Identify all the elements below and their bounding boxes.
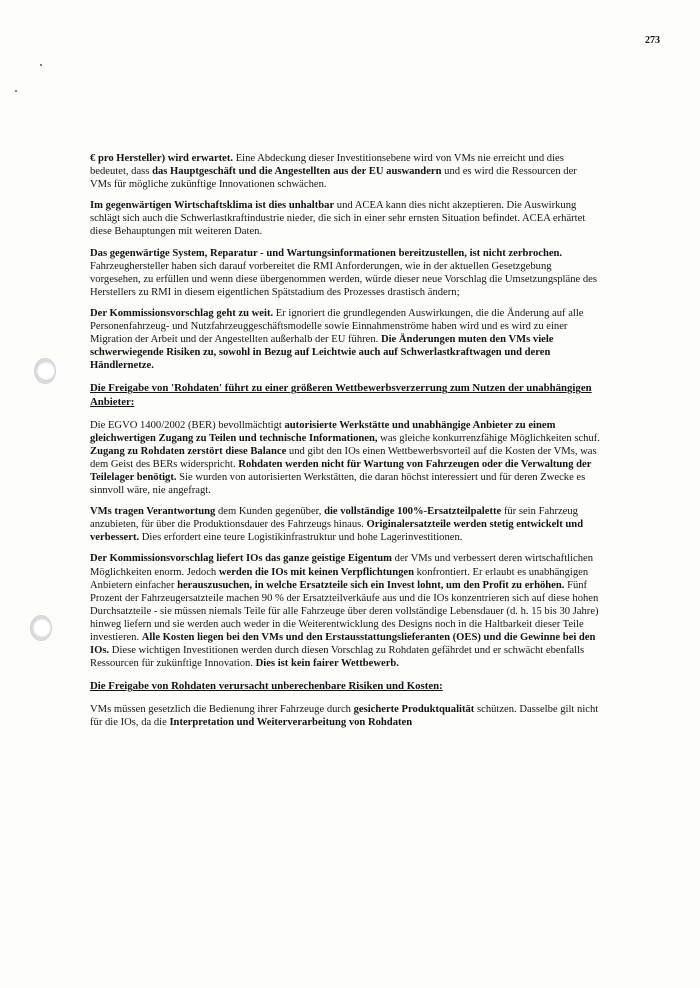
paragraph	[90, 419, 600, 498]
text-run: Sie wurden von autorisierten Werkstätten, die daran höchst interessiert und für deren Zwecke es sinnvoll wäre, nie angefragt.	[90, 471, 586, 497]
text-run: und ACEA kann dies nicht akzeptieren. Die Auswirkung schlägt sich auch die Schwerlastkraftindustrie nieder, die sich in einer sehr ernsten Situation befindet. ACEA erhärtet diese Behauptungen mit weiteren Daten.	[90, 200, 586, 238]
paragraph	[90, 199, 600, 238]
bold-text-run: Die Änderungen muten den VMs viele schwerwiegende Risiken zu, sowohl in Bezug auf Leichtwie auch auf Schwerlastkraftwagen und deren Händlernetze.	[90, 334, 554, 372]
paragraph	[90, 552, 600, 670]
paragraph	[90, 703, 600, 729]
text-run: Eine Abdeckung dieser Investitionsebene wird von VMs nie erreicht und dies bedeutet, dass	[90, 153, 564, 178]
section-heading: Die Freigabe von Rohdaten verursacht unberechenbare Risiken und Kosten:	[90, 680, 443, 693]
paragraph	[90, 307, 600, 372]
bold-text-run: die vollständige 100%-Ersatzteilpalette	[324, 506, 502, 518]
bold-text-run: Interpretation und Weiterverarbeitung von Rohdaten	[169, 717, 413, 729]
punch-hole-mark	[34, 358, 56, 384]
section-heading: Die Freigabe von 'Rohdaten' führt zu einer größeren Wettbewerbsverzerrung zum Nutzen der unabhängigen Anbieter:	[90, 382, 592, 408]
text-run: Die EGVO 1400/2002 (BER) bevollmächtigt	[90, 419, 285, 431]
page-number: 273	[645, 35, 660, 46]
bold-text-run: Rohdaten werden nicht für Wartung von Fahrzeugen oder die Verwaltung der Teilelager benötigt.	[90, 458, 592, 483]
bold-text-run: € pro Hersteller) wird erwartet.	[90, 153, 234, 164]
punch-hole-mark	[30, 615, 52, 641]
text-run: VMs müssen gesetzlich die Bedienung ihrer Fahrzeuge durch	[90, 704, 354, 716]
text-run: dem Kunden gegenüber,	[215, 506, 325, 518]
bold-text-run: Im gegenwärtigen Wirtschaftsklima ist dies unhaltbar	[90, 200, 335, 212]
scan-speck	[40, 64, 42, 66]
bold-text-run: herauszusuchen, in welche Ersatzteile sich ein Invest lohnt, um den Profit zu erhöhen.	[177, 579, 565, 591]
bold-text-run: das Hauptgeschäft und die Angestellten aus der EU auswandern	[152, 166, 442, 178]
text-run: und es wird die Ressourcen der VMs für mögliche zukünftige Innovationen schwächen.	[90, 166, 577, 191]
bold-text-run: gesicherte Produktqualität	[353, 704, 475, 716]
text-run: Diese wichtigen Investitionen werden durch diesen Vorschlag zu Rohdaten gefährdet und er schwächt ebenfalls Ressourcen für zukünftige Innovation.	[90, 645, 585, 670]
text-run: Er ignoriert die grundlegenden Auswirkungen, die die Änderung auf alle Personenfahrzeug- und Nutzfahrzeuggeschäftsmodelle sowie Einnahmenströme haben wird und es wird zu einer Migration der Arbeit und der Angestellten außerhalb der EU führen.	[90, 307, 584, 346]
bold-text-run: werden die IOs mit keinen Verpflichtungen	[218, 566, 414, 578]
text-run: Fünf Prozent der Fahrzeugersatzteile machen 90 % der Ersatzteilverkäufe aus und die IOs konzentrieren sich auf diese hohen Durchsatzteile - sie müssen niemals Teile für alle Fahrzeuge über deren vollständige Lebensdauer (d. h. 15 bis 30 Jahre) hinweg liefern und sie werden auch weder in die Weiterentwicklung des Designs noch in die Haltbarkeit dieser Teile investieren.	[90, 579, 599, 643]
bold-text-run: Das gegenwärtige System, Reparatur - und Wartungsinformationen bereitzustellen, ist nicht zerbrochen.	[90, 247, 563, 259]
text-run: schützen. Dasselbe gilt nicht für die IOs, da die	[90, 704, 599, 729]
bold-text-run: Der Kommissionsvorschlag liefert IOs das ganze geistige Eigentum	[90, 553, 392, 565]
text-run: Dies erfordert eine teure Logistikinfrastruktur und hohe Lagerinvestitionen.	[139, 532, 463, 544]
document-body	[90, 152, 600, 738]
bold-text-run: Dies ist kein fairer Wettbewerb.	[255, 658, 399, 670]
bold-text-run: VMs tragen Verantwortung	[90, 506, 216, 518]
paragraph	[90, 247, 600, 299]
paragraph	[90, 152, 600, 191]
text-run: für sein Fahrzeug anzubieten, für über die Produktionsdauer des Fahrzeugs hinaus.	[90, 506, 578, 531]
text-run: und gibt den IOs einen Wettbewerbsvorteil auf die Kosten der VMs, was dem Geist des BERs widerspricht.	[90, 445, 597, 470]
scan-speck	[15, 90, 17, 92]
bold-text-run: autorisierte Werkstätte und unabhängige Anbieter zu einem gleichwertigen Zugang zu Teilen und technische Informationen,	[90, 419, 556, 444]
bold-text-run: Originalersatzteile werden stetig entwickelt und verbessert.	[90, 519, 584, 544]
text-run: konfrontiert. Er erlaubt es unabhängigen Anbietern einfacher	[90, 566, 589, 591]
text-run: was gleiche konkurrenzfähige Möglichkeiten schuf.	[377, 432, 600, 444]
paragraph	[90, 505, 600, 544]
text-run: Fahrzeughersteller haben sich darauf vorbereitet die RMI Anforderungen, wie in der aktuellen Gesetzgebung vorgesehen, zu erfüllen und wenn diese übergenommen werden, würde dieser neue Vorschlag die Umsetzungspläne des Herstellers zu RMI in diesem eigentlichen Spätstadium des Prozesses drastisch ändern;	[90, 260, 597, 298]
text-run: der VMs und verbessert deren wirtschaftlichen Möglichkeiten enorm. Jedoch	[90, 553, 594, 578]
bold-text-run: Der Kommissionsvorschlag geht zu weit.	[90, 307, 274, 319]
bold-text-run: Zugang zu Rohdaten zerstört diese Balance	[90, 445, 287, 457]
bold-text-run: Alle Kosten liegen bei den VMs und den Erstausstattungslieferanten (OES) und die Gewinne bei den IOs.	[90, 632, 596, 657]
